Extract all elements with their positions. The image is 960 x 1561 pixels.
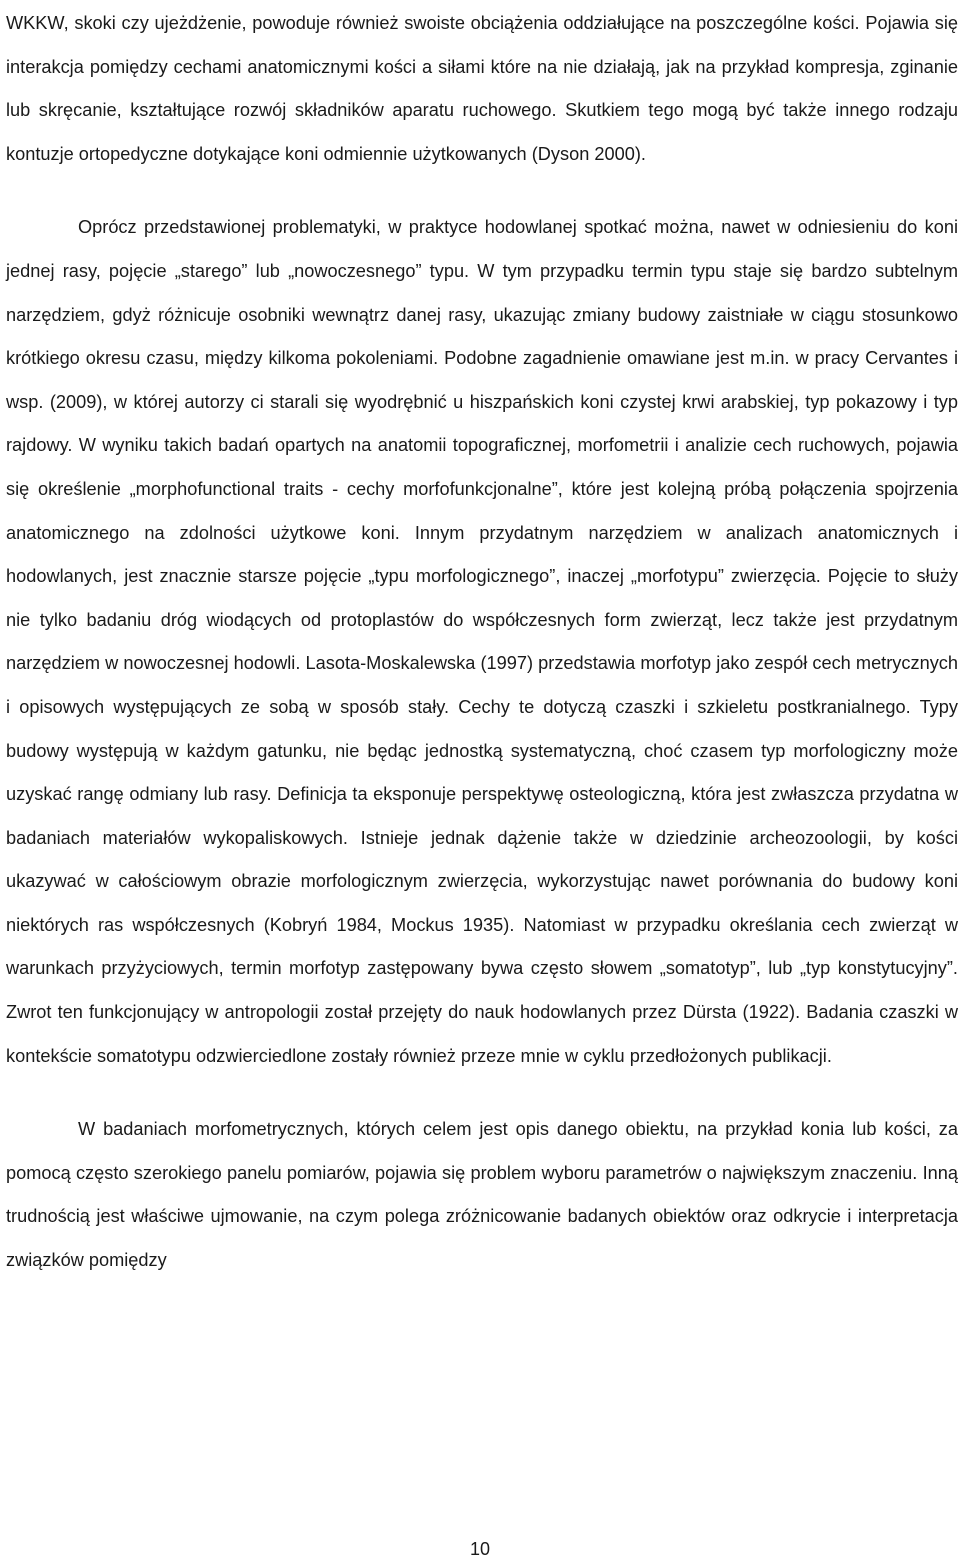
paragraph-1: WKKW, skoki czy ujeżdżenie, powoduje również swoiste obciążenia oddziałujące na poszczególne kości. Pojawia się interakcja pomiędzy cechami anatomicznymi kości a siłami które na nie działają, jak na przykład kompresja, zginanie lub skręcanie, kształtujące rozwój składników aparatu ruchowego. Skutkiem tego mogą być także innego rodzaju kontuzje ortopedyczne dotykające koni odmiennie użytkowanych (Dyson 2000). bbox=[6, 13, 958, 164]
paragraph-3: W badaniach morfometrycznych, których celem jest opis danego obiektu, na przykład konia lub kości, za pomocą często szerokiego panelu pomiarów, pojawia się problem wyboru parametrów o największym znaczeniu. Inną trudnością jest właściwe ujmowanie, na czym polega zróżnicowanie badanych obiektów oraz odkrycie i interpretacja związków pomiędzy bbox=[6, 1119, 958, 1271]
paragraph-spacer bbox=[6, 1078, 958, 1108]
page-number: 10 bbox=[469, 1539, 491, 1559]
paragraph-spacer bbox=[6, 176, 958, 206]
paragraph-2: Oprócz przedstawionej problematyki, w praktyce hodowlanej spotkać można, nawet w odniesieniu do koni jednej rasy, pojęcie „starego” lub „nowoczesnego” typu. W tym przypadku termin typu staje się bardzo subtelnym narzędziem, gdyż różnicuje osobniki wewnątrz danej rasy, ukazując zmiany budowy zaistniałe w ciągu stosunkowo krótkiego okresu czasu, między kilkoma pokoleniami. Podobne zagadnienie omawiane jest m.in. w pracy Cervantes i wsp. (2009), w której autorzy ci starali się wyodrębnić u hiszpańskich koni czystej krwi arabskiej, typ pokazowy i typ rajdowy. W wyniku takich badań opartych na anatomii topograficznej, morfometrii i analizie cech ruchowych, pojawia się określenie „morphofunctional traits - cechy morfofunkcjonalne”, które jest kolejną próbą połączenia spojrzenia anatomicznego na zdolności użytkowe koni. Innym przydatnym narzędziem w analizach anatomicznych i hodowlanych, jest znacznie starsze pojęcie „typu morfologicznego”, inaczej „morfotypu” zwierzęcia. Pojęcie to służy nie tylko badaniu dróg wiodących od protoplastów do współczesnych form zwierząt, lecz także jest przydatnym narzędziem w nowoczesnej hodowli. Lasota-Moskalewska (1997) przedstawia morfotyp jako zespół cech metrycznych i opisowych występujących ze sobą w sposób stały. Cechy te dotyczą czaszki i szkieletu postkranialnego. Typy budowy występują w każdym gatunku, nie będąc jednostką systematyczną, choć czasem typ morfologiczny może uzyskać rangę odmiany lub rasy. Definicja ta eksponuje perspektywę osteologiczną, która jest zwłaszcza przydatna w badaniach materiałów wykopaliskowych. Istnieje jednak dążenie także w dziedzinie archeozoologii, by kości ukazywać w całościowym obrazie morfologicznym zwierzęcia, wykorzystując nawet porównania do budowy koni niektórych ras współczesnych (Kobryń 1984, Mockus 1935). Natomiast w przypadku określania cech zwierząt w warunkach przyżyciowych, termin morfotyp zastępowany bywa często słowem „somatotyp”, lub „typ konstytucyjny”. Zwrot ten funkcjonujący w antropologii został przejęty do nauk hodowlanych przez Dürsta (1922). Badania czaszki w kontekście somatotypu odzwierciedlone zostały również przeze mnie w cyklu przedłożonych publikacji. bbox=[6, 217, 958, 1066]
document-page bbox=[6, 0, 958, 1283]
